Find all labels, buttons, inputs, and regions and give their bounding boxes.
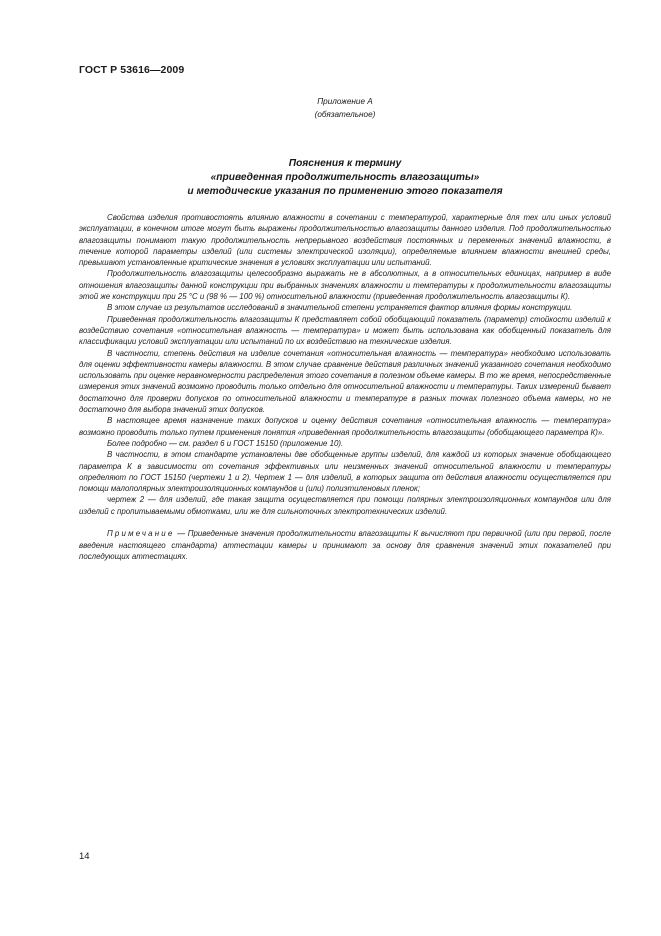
page-number: 14 [79, 851, 90, 862]
paragraph: В частности, степень действия на изделие сочетания «относительная влажность — температура» необходимо использовать для оценки эффективности камеры влажности. В этом случае сравнение действия различных значений указанного сочетания необходимо использовать при оценке неравномерности распределения этого сочетания в полезном объеме камеры. В то же время, непосредственные измерения этих значений возможно проводить только отдельно для относительной влажности и температуры. Таких измерений бывает достаточно для проверки допусков по относительной влажности и температуре в разных точках полезного объема камеры, но не достаточно для выбора значений этих допусков. [79, 348, 611, 415]
section-title [100, 157, 590, 199]
appendix-status: (обязательное) [314, 110, 376, 119]
note-label: Примечание [107, 529, 175, 539]
note-text: — Приведенные значения продолжительности влагозащиты К вычисляют при первичной (или при первой, после введения настоящего стандарта) аттестации камеры и принимают за основу для сравнения значений этих показателей при последующих аттестациях. [79, 529, 611, 561]
paragraph: В частности, в этом стандарте установлены две обобщенные группы изделий, для каждой из которых значение обобщающего параметра К в зависимости от сочетания эффективных или неизменных значений относительной влажности и температуры определяют по ГОСТ 15150 (чертежи 1 и 2). Чертеж 1 — для изделий, в которых защита от действия влажности осуществляется при помощи малополярных электроизоляционных компаундов и (или) полиэтиленовых пленок; [79, 450, 611, 494]
title-line-3: и методические указания по применению этого показателя [187, 186, 503, 197]
note [79, 528, 611, 562]
paragraph: Приведенная продолжительность влагозащиты К представляет собой обобщающий показатель (параметр) стойкости изделий к воздействию сочетания «относительная влажность — температура» и может быть использована как обобщенный показатель для классификации условий эксплуатации или испытаний по их воздействию на технические изделия. [79, 314, 611, 347]
title-line-1: Пояснения к термину [288, 158, 402, 169]
document-code: ГОСТ Р 53616—2009 [79, 64, 185, 76]
appendix-heading [240, 95, 450, 121]
paragraph: Продолжительность влагозащиты целесообразно выражать не в абсолютных, а в относительных единицах, например в виде отношения влагозащиты данной конструкции при выбранных значениях влажности и температуры к продолжительности влагозащиты этой же конструкции при 25 °С и (98 % — 100 %) относительной влажности (приведенная продолжительность влагозащиты К). [79, 269, 611, 302]
paragraph: В этом случае из результатов исследований в значительной степени устраняется фактор влияния формы конструкции. [107, 303, 573, 313]
paragraph: чертеж 2 — для изделий, где такая защита осуществляется при помощи полярных электроизоляционных компаундов или для изделий с пропитываемыми обмотками, или же для сильноточных электротехнических изделий. [79, 495, 611, 516]
title-line-2: «приведенная продолжительность влагозащиты» [210, 172, 480, 183]
appendix-label: Приложение А [317, 97, 373, 106]
body-text [79, 212, 611, 562]
paragraph: В настоящее время назначение таких допусков и оценку действия сочетания «относительная влажность — температура» возможно проводить только путем применения понятия «приведенная продолжительность влагозащиты (обобщающего параметра К)». [79, 416, 611, 437]
paragraph: Свойства изделия противостоять влиянию влажности в сочетании с температурой, характерные для тех или иных условий эксплуатации, в конечном итоге могут быть выражены продолжительностью влагозащиты данного изделия. Под продолжительностью влагозащиты понимают такую продолжительность непрерывного воздействия постоянных и переменных значений влажности, в течение которой параметры изделий (или системы электрической изоляции), определяемые влиянием влажности внешней среды, превышают установленные критические значения в условиях эксплуатации или испытаний. [79, 213, 611, 268]
paragraph: Более подробно — см. раздел 6 и ГОСТ 15150 (приложение 10). [107, 438, 344, 448]
